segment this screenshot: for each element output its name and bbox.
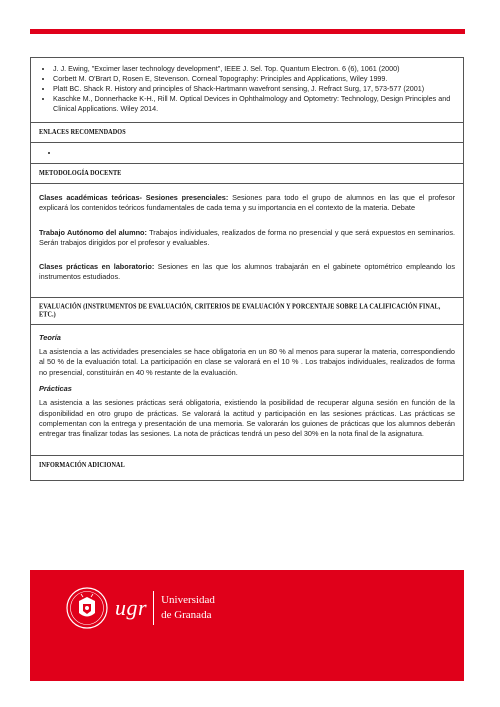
metodologia-heading: METODOLOGÍA DOCENTE: [39, 169, 122, 178]
university-logo: [65, 586, 215, 630]
reference-item: • J. J. Ewing, "Excimer laser technology development", IEEE J. Sel. Top. Quantum Electron. 6 (6), 1061 (2000): [53, 64, 457, 74]
paragraph-text: Trabajos individuales, realizados de forma no presencial y que será expuestos en seminarios. Serán trabajos dirigidos por el profesor y evaluables.: [39, 227, 456, 247]
enlaces-heading-section: [31, 123, 463, 143]
metodologia-content-section: [31, 184, 463, 298]
paragraph-label: Clases prácticas en laboratorio:: [39, 262, 155, 272]
university-seal-icon: [65, 586, 109, 630]
evaluacion-content-section: [31, 325, 463, 457]
metodologia-heading-section: [31, 164, 463, 184]
practicas-subheading: Prácticas: [39, 383, 72, 393]
ugr-wordmark: ugr: [115, 595, 148, 620]
paragraph-label: Trabajo Autónomo del alumno:: [39, 227, 147, 237]
logo-divider: [153, 591, 154, 625]
evaluacion-heading: EVALUACIÓN (INSTRUMENTOS DE EVALUACIÓN, CRITERIOS DE EVALUACIÓN Y PORCENTAJE SOBRE LA CALIFICACIÓN FINAL, ETC.): [39, 302, 441, 319]
reference-item: • Platt BC. Shack R. History and principles of Shack-Hartmann wavefront sensing, J. Refract Surg, 17, 573-577 (2001): [53, 84, 457, 94]
teoria-subheading: Teoría: [39, 332, 61, 342]
empty-list-item: [59, 148, 457, 158]
metodologia-paragraph: [39, 228, 455, 249]
practicas-text: La asistencia a las sesiones prácticas será obligatoria, existiendo la posibilidad de recuperar alguna sesión en función de la disponibilidad en otro grupo de prácticas. Se valorará la actitud y participación en las sesiones prácticas. Las prácticas se complementan con la entrega y presentación de una memoria. Se valorarán los guiones de prácticas que los alumnos deberán entregar tras finalizar todas las sesiones. La nota de prácticas tendrá un peso del 30% en la nota final de la asignatura.: [39, 398, 455, 439]
university-name-line1: Universidad: [161, 594, 215, 606]
enlaces-list: [31, 143, 463, 163]
references-section: [31, 58, 463, 123]
info-heading: INFORMACIÓN ADICIONAL: [39, 461, 125, 470]
reference-item: • Kaschke M., Donnerhacke K-H., Rill M. Optical Devices in Ophthalmology and Optometry: Technology, Design Principles and Clinical Applications. Wiley 2014.: [53, 94, 457, 114]
enlaces-content-section: [31, 143, 463, 164]
reference-item: • Corbett M. O'Brart D, Rosen E, Stevenson. Corneal Topography: Principles and Applications, Wiley 1999.: [53, 74, 457, 84]
course-guide-table: [30, 57, 464, 481]
enlaces-heading: ENLACES RECOMENDADOS: [39, 128, 126, 137]
university-name-line2: de Granada: [161, 609, 212, 621]
paragraph-label: Clases académicas teóricas- Sesiones presenciales:: [39, 193, 229, 202]
paragraph-text: Sesiones en las que los alumnos trabajarán en el gabinete optométrico empleando los instrumentos estudiados.: [39, 262, 455, 282]
footer-banner: [30, 570, 464, 681]
metodologia-paragraph: [39, 262, 455, 283]
teoria-text: La asistencia a las actividades presenciales se hace obligatoria en un 80 % al menos para superar la materia, correspondiendo al 50 % de la evaluación total. La participación en clase se valorará en el 10 % . Los trabajos individuales, realizados de forma no presencial, constituirán en 40 % restante de la evaluación.: [39, 347, 455, 377]
metodologia-paragraph: [39, 193, 455, 214]
header-red-bar: [30, 29, 465, 34]
paragraph-text: Sesiones para todo el grupo de alumnos en las que el profesor explicará los contenidos teóricos fundamentales de cada tema y su importancia en el contexto de la materia. Debate: [39, 193, 455, 213]
evaluacion-heading-section: [31, 298, 463, 325]
info-heading-section: [31, 456, 463, 480]
references-list: [31, 58, 463, 122]
university-name: [161, 593, 215, 623]
